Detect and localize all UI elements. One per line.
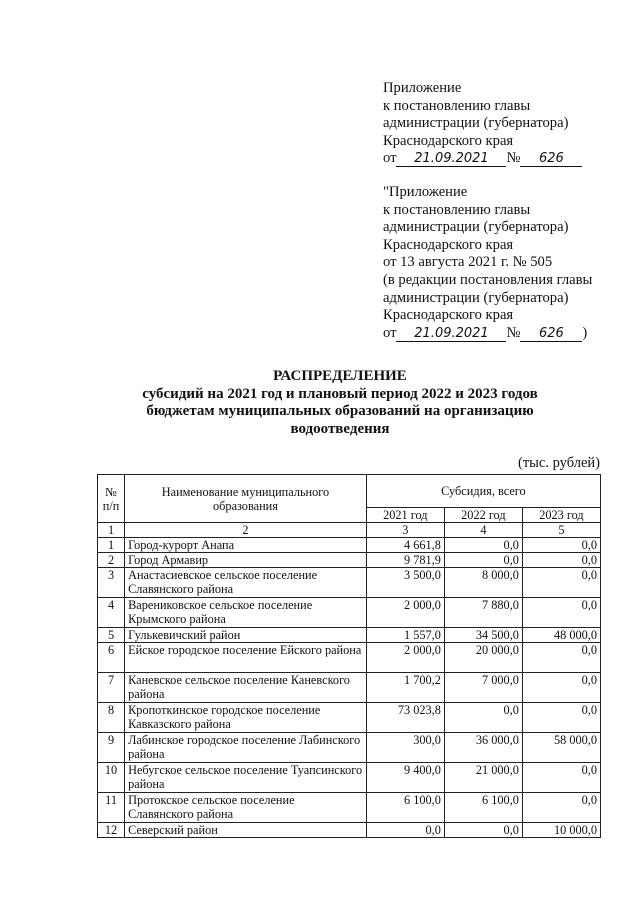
- row-number: 9: [98, 733, 125, 763]
- table-row: [98, 703, 601, 733]
- subsidy-2023: 0,0: [522, 793, 600, 823]
- from-label: от: [383, 150, 397, 167]
- subsidy-2021: 1 700,2: [366, 673, 444, 703]
- subsidy-2022: 21 000,0: [444, 763, 522, 793]
- table-row: [98, 628, 601, 643]
- subsidy-2021: 9 400,0: [366, 763, 444, 793]
- subsidy-2022: 6 100,0: [444, 793, 522, 823]
- subsidy-2023: 0,0: [522, 553, 600, 568]
- subsidy-2022: 8 000,0: [444, 568, 522, 598]
- table-row: [98, 673, 601, 703]
- subsidy-2021: 4 661,8: [366, 538, 444, 553]
- column-number: 2: [125, 523, 367, 538]
- row-number: 3: [98, 568, 125, 598]
- municipality-name: Гулькевичский район: [125, 628, 367, 643]
- subsidy-2022: 34 500,0: [444, 628, 522, 643]
- municipality-name: Город Армавир: [125, 553, 367, 568]
- subsidy-2021: 1 557,0: [366, 628, 444, 643]
- header-year-2021: 2021 год: [366, 508, 444, 523]
- handwritten-date: 21.09.2021: [396, 327, 506, 342]
- header-name: Наименование муниципального образования: [125, 475, 367, 523]
- annex-line: (в редакции постановления главы: [383, 271, 593, 288]
- column-number: 3: [366, 523, 444, 538]
- title-line: субсидий на 2021 год и плановый период 2022 и 2023 годов: [142, 385, 538, 402]
- row-number: 6: [98, 643, 125, 673]
- title-line: РАСПРЕДЕЛЕНИЕ: [273, 368, 407, 384]
- title-line: водоотведения: [290, 420, 390, 437]
- unit-label: (тыс. рублей): [518, 455, 600, 471]
- subsidy-2023: 48 000,0: [522, 628, 600, 643]
- row-number: 5: [98, 628, 125, 643]
- annex-line: Краснодарского края: [383, 132, 514, 149]
- annex-line: "Приложение: [383, 184, 468, 200]
- column-number: 4: [444, 523, 522, 538]
- annex-line: администрации (губернатора): [383, 219, 569, 236]
- from-label: от: [383, 324, 397, 341]
- annex-line: администрации (губернатора): [383, 289, 569, 306]
- annex-line: от 13 августа 2021 г. № 505: [383, 254, 553, 271]
- subsidy-2023: 0,0: [522, 673, 600, 703]
- subsidy-2021: 2 000,0: [366, 643, 444, 673]
- row-number: 1: [98, 538, 125, 553]
- closing-paren: ): [582, 324, 588, 341]
- table-row: [98, 763, 601, 793]
- subsidy-2021: 2 000,0: [366, 598, 444, 628]
- municipality-name: Анастасиевское сельское поселение Славянского района: [125, 568, 367, 598]
- table-row: [98, 793, 601, 823]
- subsidy-2021: 3 500,0: [366, 568, 444, 598]
- row-number: 2: [98, 553, 125, 568]
- table-row: [98, 643, 601, 673]
- municipality-name: Ейское городское поселение Ейского района: [125, 643, 367, 673]
- number-label: №: [506, 324, 521, 341]
- subsidy-2023: 0,0: [522, 538, 600, 553]
- municipality-name: Северский район: [125, 823, 367, 838]
- handwritten-number: 626: [520, 327, 582, 342]
- row-number: 11: [98, 793, 125, 823]
- row-number: 8: [98, 703, 125, 733]
- subsidy-table: [97, 474, 601, 838]
- table-row: [98, 553, 601, 568]
- header-number: № п/п: [98, 475, 125, 523]
- municipality-name: Протокское сельское поселение Славянского района: [125, 793, 367, 823]
- subsidy-2021: 6 100,0: [366, 793, 444, 823]
- table-row: [98, 823, 601, 838]
- municipality-name: Город-курорт Анапа: [125, 538, 367, 553]
- subsidy-2022: 7 000,0: [444, 673, 522, 703]
- subsidy-2023: 0,0: [522, 703, 600, 733]
- header-year-2022: 2022 год: [444, 508, 522, 523]
- subsidy-2021: 0,0: [366, 823, 444, 838]
- annex-line: Приложение: [383, 80, 462, 96]
- annex-line: администрации (губернатора): [383, 115, 569, 132]
- table-row: [98, 568, 601, 598]
- row-number: 4: [98, 598, 125, 628]
- subsidy-2021: 9 781,9: [366, 553, 444, 568]
- municipality-name: Варениковское сельское поселение Крымского района: [125, 598, 367, 628]
- subsidy-2021: 73 023,8: [366, 703, 444, 733]
- number-label: №: [506, 150, 521, 167]
- subsidy-2021: 300,0: [366, 733, 444, 763]
- subsidy-2022: 0,0: [444, 553, 522, 568]
- subsidy-2023: 0,0: [522, 598, 600, 628]
- row-number: 10: [98, 763, 125, 793]
- annex-line: к постановлению главы: [383, 97, 531, 114]
- title-line: бюджетам муниципальных образований на организацию: [146, 403, 534, 419]
- handwritten-number: 626: [520, 152, 582, 167]
- row-number: 12: [98, 823, 125, 838]
- annex-header-original: [383, 184, 592, 342]
- annex-date-line: [383, 325, 592, 343]
- row-number: 7: [98, 673, 125, 703]
- handwritten-date: 21.09.2021: [396, 152, 506, 167]
- annex-line: к постановлению главы: [383, 201, 531, 218]
- subsidy-2022: 7 880,0: [444, 598, 522, 628]
- municipality-name: Небугское сельское поселение Туапсинского района: [125, 763, 367, 793]
- subsidy-2022: 0,0: [444, 703, 522, 733]
- subsidy-2023: 0,0: [522, 763, 600, 793]
- subsidy-2022: 0,0: [444, 823, 522, 838]
- column-number: 5: [522, 523, 600, 538]
- municipality-name: Лабинское городское поселение Лабинского района: [125, 733, 367, 763]
- header-year-2023: 2023 год: [522, 508, 600, 523]
- annex-line: Краснодарского края: [383, 236, 514, 253]
- header-subsidy: Субсидия, всего: [366, 475, 600, 508]
- subsidy-2022: 36 000,0: [444, 733, 522, 763]
- municipality-name: Кропоткинское городское поселение Кавказского района: [125, 703, 367, 733]
- subsidy-2023: 0,0: [522, 568, 600, 598]
- table-row: [98, 733, 601, 763]
- annex-header-current: [383, 80, 582, 168]
- column-number: 1: [98, 523, 125, 538]
- subsidy-2023: 10 000,0: [522, 823, 600, 838]
- subsidy-2023: 58 000,0: [522, 733, 600, 763]
- annex-date-line: [383, 150, 582, 168]
- document-title: [0, 368, 640, 438]
- annex-line: Краснодарского края: [383, 307, 514, 324]
- subsidy-2022: 20 000,0: [444, 643, 522, 673]
- table-row: [98, 538, 601, 553]
- municipality-name: Каневское сельское поселение Каневского района: [125, 673, 367, 703]
- subsidy-2023: 0,0: [522, 643, 600, 673]
- table-row: [98, 598, 601, 628]
- subsidy-2022: 0,0: [444, 538, 522, 553]
